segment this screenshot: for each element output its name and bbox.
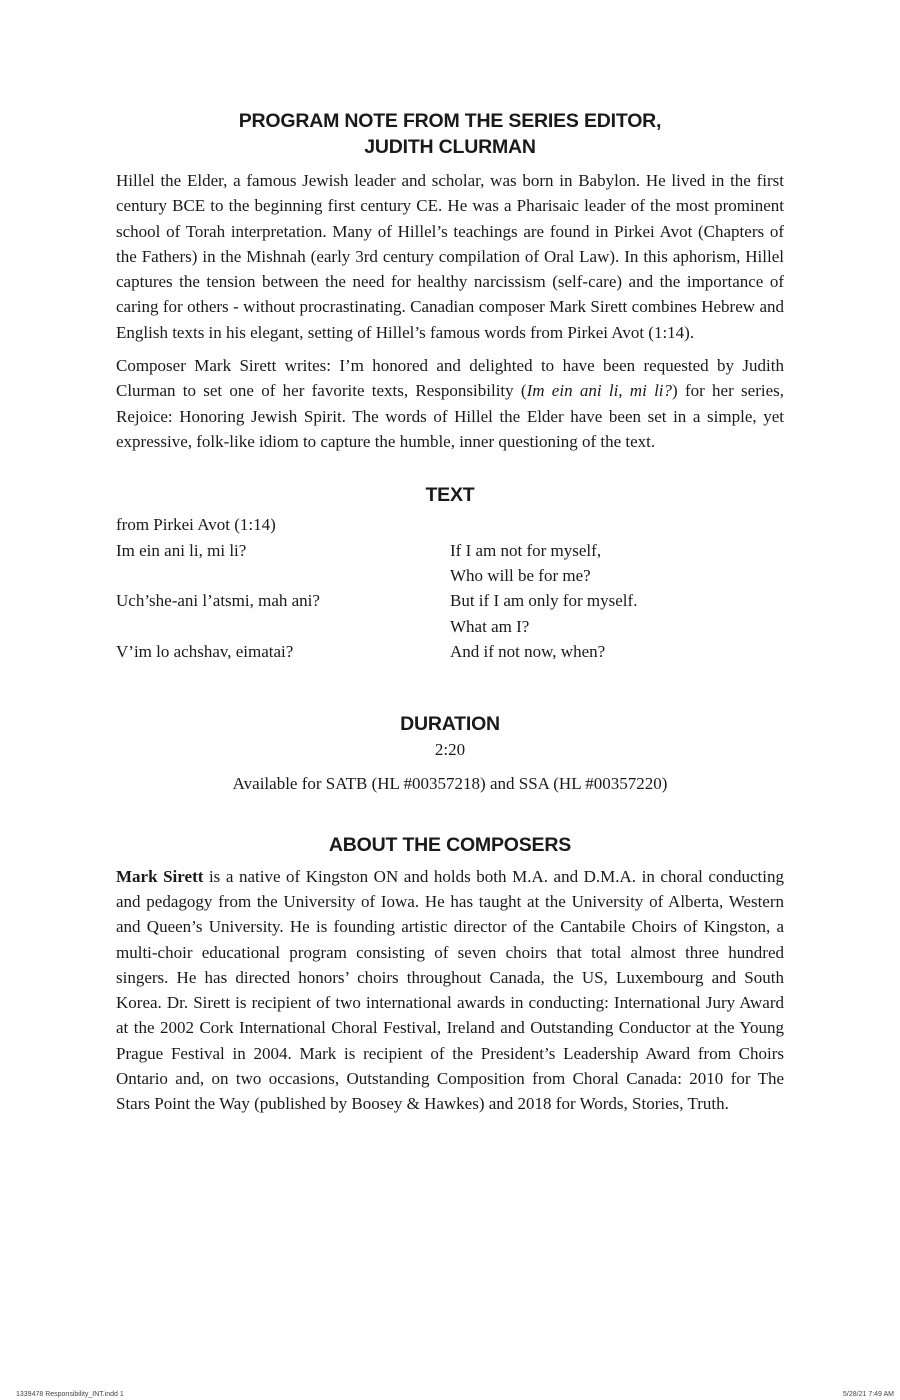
text-row [116, 614, 784, 639]
program-note-paragraph-1: Hillel the Elder, a famous Jewish leader and scholar, was born in Babylon. He lived in the first century BCE to the beginning first century CE. He was a Pharisaic leader of the most prominent school of Torah interpretation. Many of Hillel’s teachings are found in Pirkei Avot (Chapters of the Fathers) in the Mishnah (early 3rd century compilation of Oral Law). In this aphorism, Hillel captures the tension between the need for healthy narcissism (self-care) and the importance of caring for others - without procrastinating. Canadian composer Mark Sirett combines Hebrew and English texts in his elegant, setting of Hillel’s famous words from Pirkei Avot (1:14). [116, 171, 784, 342]
text-row [116, 538, 784, 563]
composer-name: Mark Sirett [116, 866, 204, 886]
text-hebrew [116, 563, 450, 588]
text-english: But if I am only for myself. [450, 591, 638, 611]
duration-value: 2:20 [434, 739, 466, 759]
program-note-paragraph-2 [116, 353, 784, 454]
text-english: Who will be for me? [450, 566, 591, 586]
text-row [116, 563, 784, 588]
program-note-title-line1: PROGRAM NOTE FROM THE SERIES EDITOR, [238, 110, 662, 132]
paragraph-2-text-b: ) for her series, Rejoice: Honoring Jewish Spirit. The words of Hillel the Elder have been set in a simple, yet expressive, folk-like idiom to capture the humble, inner questioning of the text. [116, 381, 784, 451]
footer-timestamp: 5/28/21 7:49 AM [843, 1391, 894, 1398]
text-grid [116, 512, 784, 664]
paragraph-2-text-a: Composer Mark Sirett writes: I’m honored and delighted to have been requested by Judith Clurman to set one of her favorite texts, Responsibility ( [116, 356, 784, 401]
program-note-title [116, 108, 784, 160]
text-hebrew: V’im lo achshav, eimatai? [116, 642, 294, 662]
text-english: If I am not for myself, [450, 540, 602, 560]
text-hebrew [116, 614, 450, 639]
text-source: from Pirkei Avot (1:14) [116, 515, 276, 535]
text-row [116, 639, 784, 664]
availability-note: Available for SATB (HL #00357218) and SSA (HL #00357220) [232, 773, 668, 793]
text-heading: TEXT [425, 484, 475, 507]
duration-heading: DURATION [400, 712, 500, 735]
document-page [116, 108, 784, 1117]
composer-bio [116, 864, 784, 1117]
text-hebrew: Uch’she-ani l’atsmi, mah ani? [116, 591, 320, 611]
text-row [116, 588, 784, 613]
footer-file-name: 1339478 Responsibility_INT.indd 1 [16, 1391, 124, 1398]
paragraph-2-italic-title: Im ein ani li, mi li? [526, 381, 673, 401]
text-english: And if not now, when? [450, 642, 606, 662]
print-slug-footer [0, 1390, 900, 1400]
text-english: What am I? [450, 616, 530, 636]
text-hebrew: Im ein ani li, mi li? [116, 540, 247, 560]
program-note-title-line2: JUDITH CLURMAN [364, 136, 536, 158]
about-composers-heading: ABOUT THE COMPOSERS [328, 833, 572, 856]
composer-bio-text: is a native of Kingston ON and holds both M.A. and D.M.A. in choral conducting and pedagogy from the University of Iowa. He has taught at the University of Alberta, Western and Queen’s University. He is founding artistic director of the Cantabile Choirs of Kingston, a multi-choir educational program consisting of seven choirs that total almost three hundred singers. He has directed honors’ choirs throughout Canada, the US, Luxembourg and South Korea. Dr. Sirett is recipient of two international awards in conducting: International Jury Award at the 2002 Cork International Choral Festival, Ireland and Outstanding Conductor at the Young Prague Festival in 2004. Mark is recipient of the President’s Leadership Award from Choirs Ontario and, on two occasions, Outstanding Composition from Choral Canada: 2010 for The Stars Point the Way (published by Boosey & Hawkes) and 2018 for Words, Stories, Truth. [116, 866, 784, 1114]
